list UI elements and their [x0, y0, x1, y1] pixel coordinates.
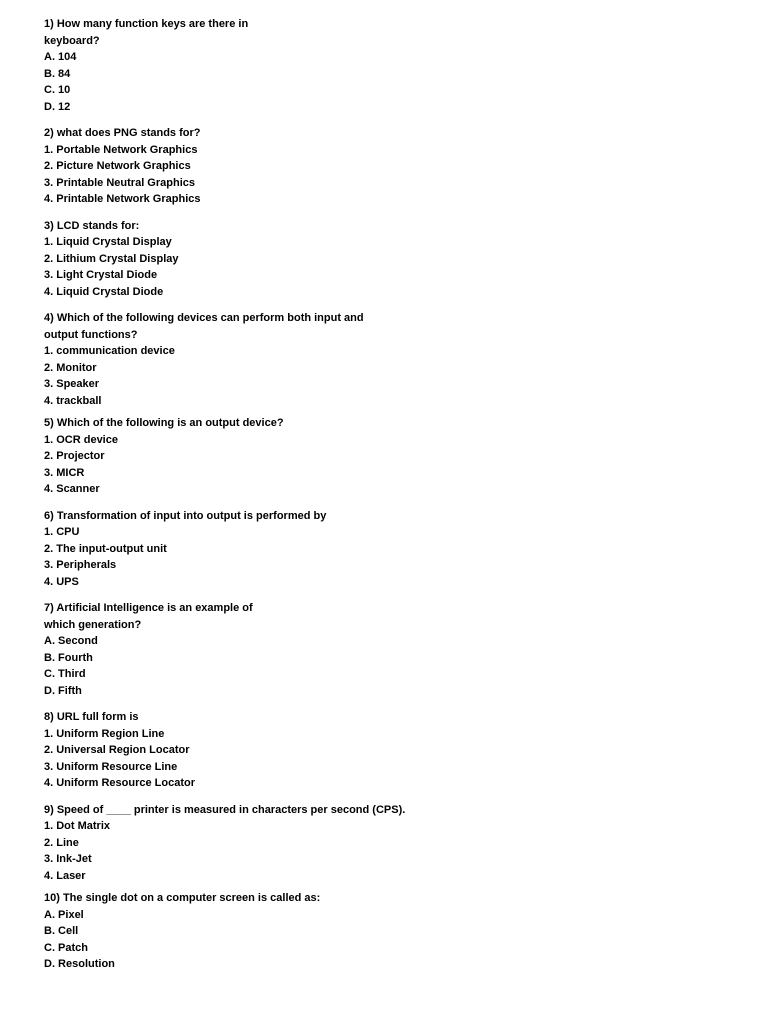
question-stem: 6) Transformation of input into output is performed by [44, 509, 327, 522]
option: 4. UPS [44, 575, 79, 588]
option: 2. Line [44, 836, 79, 849]
question-2 [44, 125, 724, 208]
quiz-document [44, 16, 724, 973]
option: 4. Laser [44, 869, 86, 882]
option: 3. Light Crystal Diode [44, 269, 158, 281]
option: 2. Projector [44, 450, 105, 462]
option: 3. Speaker [44, 378, 100, 390]
option: C. Third [44, 668, 86, 680]
question-stem: which generation? [44, 618, 142, 631]
question-stem: 3) LCD stands for: [44, 219, 140, 232]
question-stem: 1) How many function keys are there in [44, 18, 249, 30]
option: 4. Printable Network Graphics [44, 193, 201, 205]
question-10 [44, 890, 724, 973]
question-stem: 8) URL full form is [44, 711, 139, 723]
option: 3. Printable Neutral Graphics [44, 176, 195, 189]
option: 4. trackball [44, 394, 102, 407]
question-3 [44, 218, 724, 301]
option: 3. Uniform Resource Line [44, 760, 178, 773]
option: 1. OCR device [44, 433, 118, 446]
option: B. Cell [44, 925, 79, 937]
option: 2. Monitor [44, 361, 97, 374]
question-6 [44, 508, 724, 591]
option: C. Patch [44, 941, 89, 954]
question-stem: output functions? [44, 328, 138, 341]
option: 1. Dot Matrix [44, 820, 111, 832]
option: 4. Liquid Crystal Diode [44, 285, 164, 298]
question-stem: 10) The single dot on a computer screen is called as: [44, 892, 321, 904]
question-stem: 5) Which of the following is an output device? [44, 417, 284, 429]
option: 4. Scanner [44, 483, 100, 495]
option: D. Resolution [44, 958, 115, 970]
option: B. Fourth [44, 651, 93, 664]
question-4 [44, 310, 724, 409]
option: 2. Lithium Crystal Display [44, 252, 179, 265]
option: 2. Universal Region Locator [44, 744, 190, 756]
option: A. Second [44, 635, 98, 647]
option: 1. Uniform Region Line [44, 727, 165, 740]
question-8 [44, 709, 724, 792]
question-stem: 9) Speed of ____ printer is measured in characters per second (CPS). [44, 803, 406, 816]
option: 2. Picture Network Graphics [44, 160, 191, 172]
option: D. Fifth [44, 684, 82, 697]
option: 1. Liquid Crystal Display [44, 236, 172, 248]
option: C. 10 [44, 84, 71, 96]
question-7 [44, 600, 724, 699]
option: B. 84 [44, 67, 71, 80]
option: 1. Portable Network Graphics [44, 143, 198, 156]
option: 4. Uniform Resource Locator [44, 777, 195, 789]
option: 3. Peripherals [44, 559, 117, 571]
option: D. 12 [44, 100, 71, 113]
option: 1. communication device [44, 345, 175, 357]
question-1 [44, 16, 724, 115]
option: 2. The input-output unit [44, 542, 167, 555]
option: A. 104 [44, 51, 77, 63]
option: 3. Ink-Jet [44, 853, 92, 865]
option: 3. MICR [44, 466, 85, 479]
question-5 [44, 415, 724, 498]
option: 1. CPU [44, 526, 80, 538]
question-stem: 7) Artificial Intelligence is an example of [44, 602, 253, 614]
option: A. Pixel [44, 908, 84, 921]
question-stem: 4) Which of the following devices can perform both input and [44, 312, 364, 324]
question-stem: keyboard? [44, 34, 100, 47]
question-stem: 2) what does PNG stands for? [44, 127, 201, 139]
question-9 [44, 802, 724, 885]
